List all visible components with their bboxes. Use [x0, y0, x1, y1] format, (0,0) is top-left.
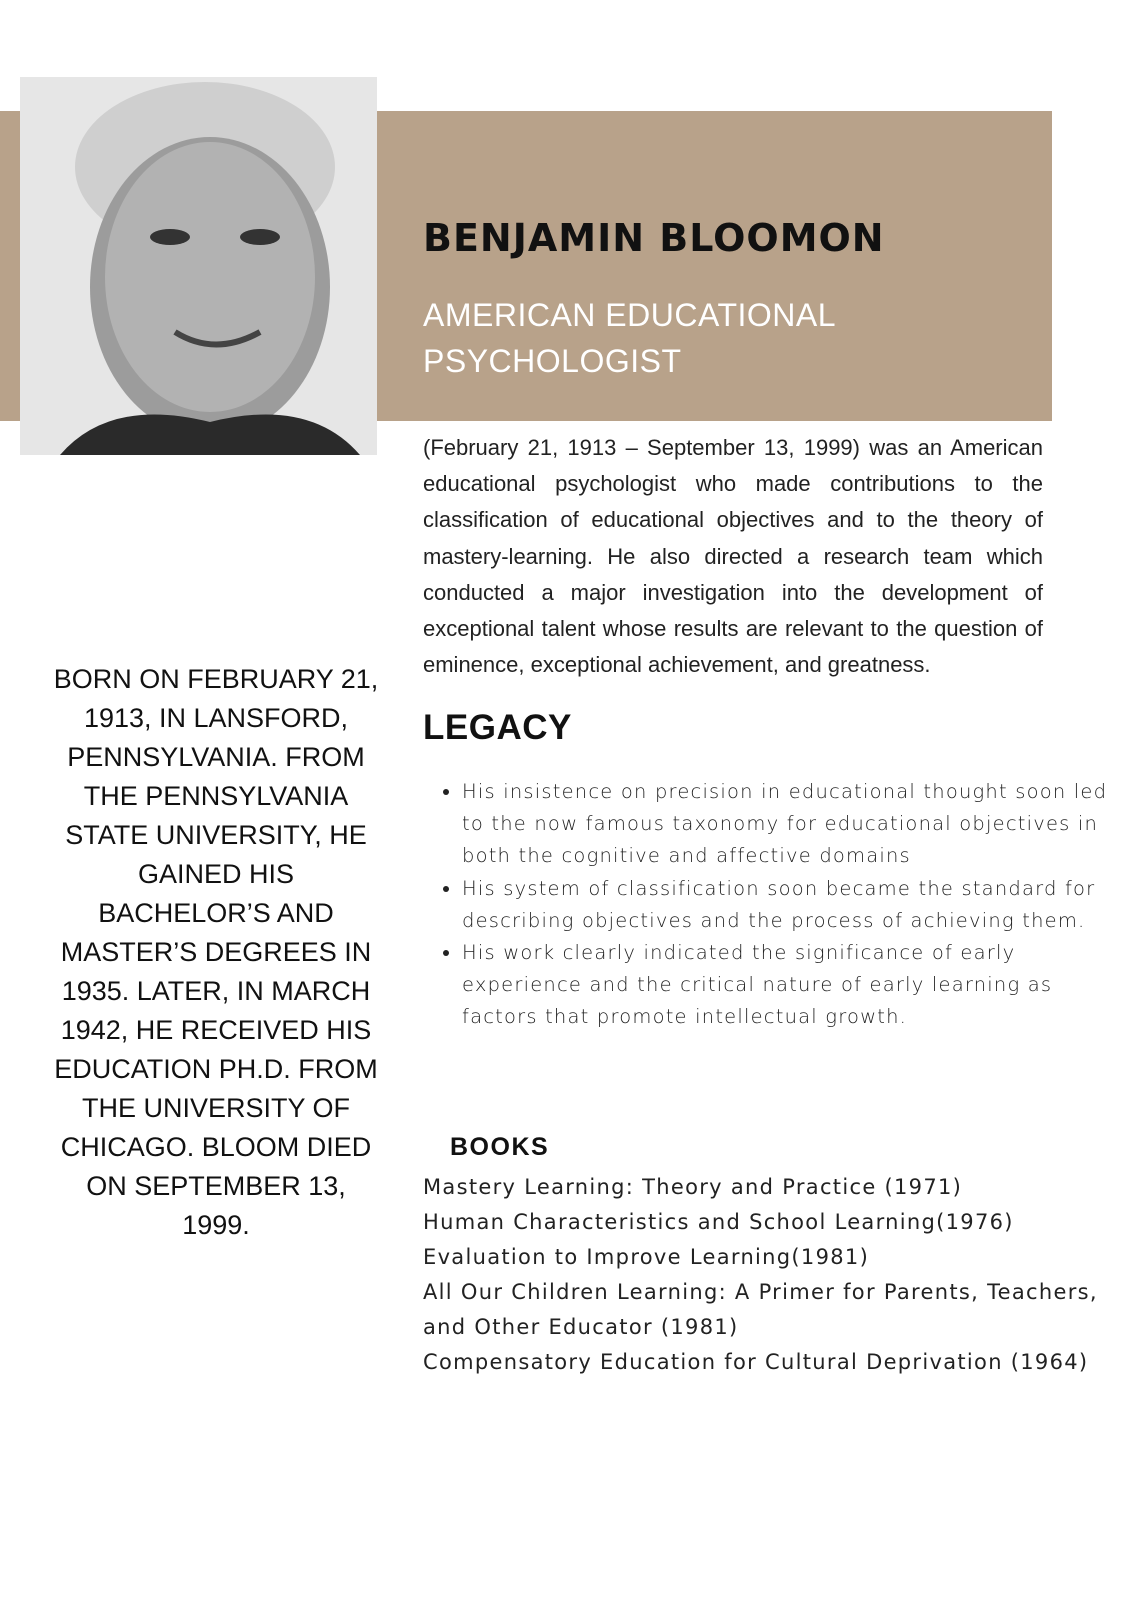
portrait-photo [20, 77, 377, 455]
legacy-item: • His system of classification soon became the standard for describing objectives and the process of achieving them. [462, 873, 1112, 937]
legacy-item: • His work clearly indicated the significance of early experience and the critical nature of early learning as factors that promote intellectual growth. [462, 937, 1112, 1034]
legacy-heading: LEGACY [423, 708, 572, 747]
book-item: Compensatory Education for Cultural Deprivation (1964) [423, 1350, 1089, 1374]
books-list [423, 1170, 1123, 1380]
biography-paragraph: (February 21, 1913 – September 13, 1999) was an American educational psychologist who made contributions to the classification of educational objectives and to the theory of mastery-learning. He also directed a research team which conducted a major investigation into the development of exceptional talent whose results are relevant to the question of eminence, exceptional achievement, and greatness. [423, 435, 1043, 678]
legacy-item: • His insistence on precision in educational thought soon led to the now famous taxonomy for educational objectives in both the cognitive and affective domains [462, 776, 1112, 873]
book-item: Human Characteristics and School Learning(1976) [423, 1210, 1014, 1234]
early-life-text: BORN ON FEBRUARY 21, 1913, IN LANSFORD, PENNSYLVANIA. FROM THE PENNSYLVANIA STATE UNIVERSITY, HE GAINED HIS BACHELOR’S AND MASTER’S DEGREES IN 1935. LATER, IN MARCH 1942, HE RECEIVED HIS EDUCATION PH.D. FROM THE UNIVERSITY OF CHICAGO. BLOOM DIED ON SEPTEMBER 13, 1999. [53, 664, 379, 1240]
books-heading: BOOKS [450, 1133, 550, 1161]
legacy-list [438, 776, 1112, 1034]
person-name: BENJAMIN BLOOMON [423, 216, 885, 260]
book-item: Evaluation to Improve Learning(1981) [423, 1245, 870, 1269]
book-item: Mastery Learning: Theory and Practice (1971) [423, 1175, 963, 1199]
person-title: AMERICAN EDUCATIONAL PSYCHOLOGIST [423, 297, 835, 379]
book-item: All Our Children Learning: A Primer for Parents, Teachers, and Other Educator (1981) [423, 1280, 1098, 1339]
